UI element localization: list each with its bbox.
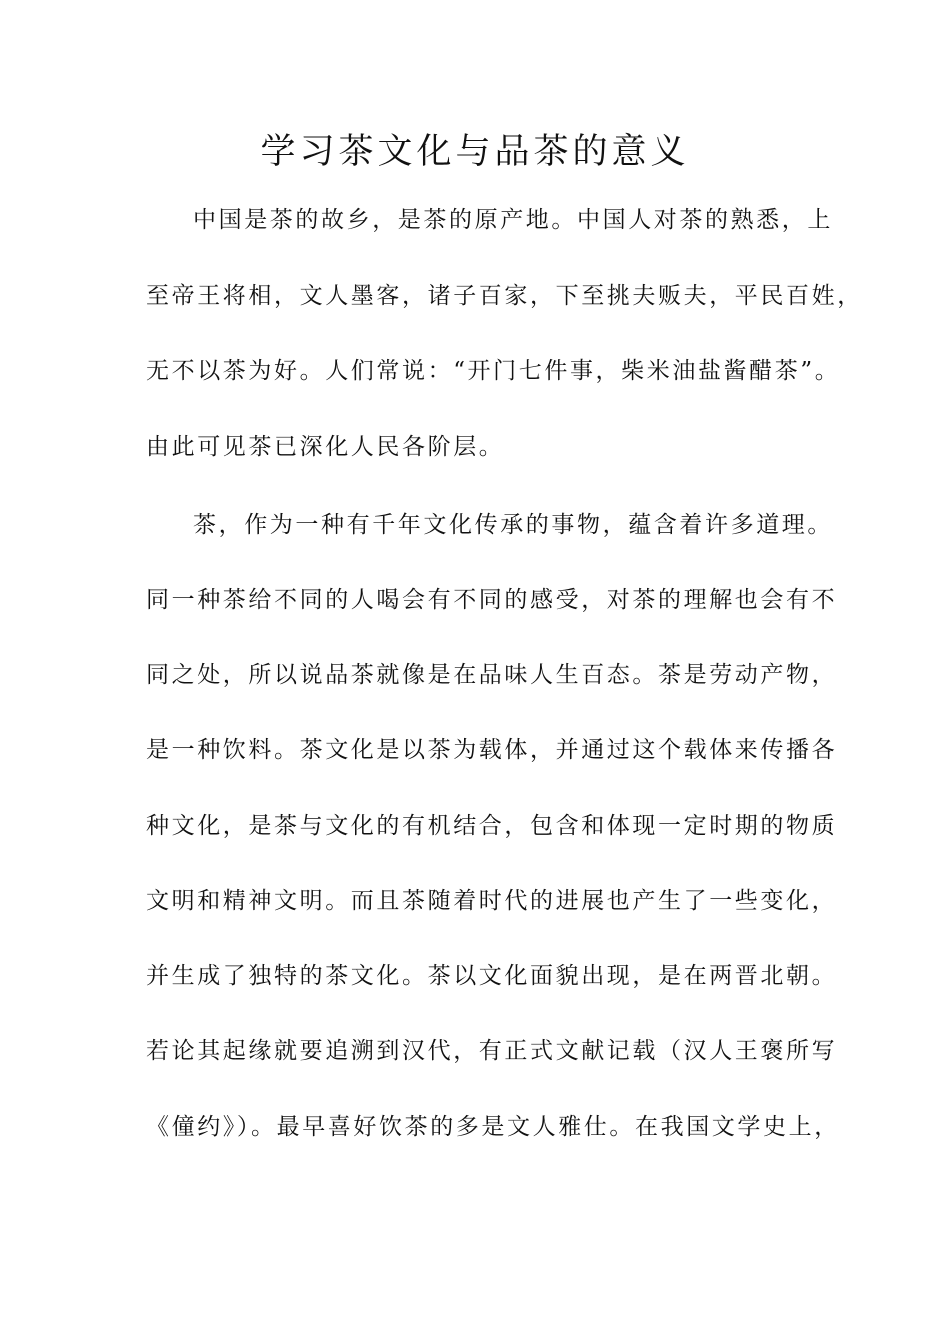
- paragraph-line: 种文化，是茶与文化的有机结合，包含和体现一定时期的物质: [146, 813, 838, 839]
- paragraph-line: 中国是茶的故乡，是茶的原产地。中国人对茶的熟悉，上: [193, 207, 833, 233]
- paragraph-line: 同一种茶给不同的人喝会有不同的感受，对茶的理解也会有不: [146, 587, 838, 613]
- paragraph-line: 并生成了独特的茶文化。茶以文化面貌出现，是在两晋北朝。: [146, 963, 838, 989]
- paragraph-line: 是一种饮料。茶文化是以茶为载体，并通过这个载体来传播各: [146, 737, 838, 763]
- paragraph-line: 《僮约》）。最早喜好饮茶的多是文人雅仕。在我国文学史上，: [146, 1114, 840, 1140]
- paragraph-line: 无不以茶为好。人们常说：“开门七件事，柴米油盐酱醋茶”。: [146, 358, 841, 384]
- paragraph-line: 文明和精神文明。而且茶随着时代的进展也产生了一些变化，: [146, 888, 838, 914]
- paragraph-line: 若论其起缘就要追溯到汉代，有正式文献记载（汉人王褒所写: [146, 1038, 838, 1064]
- paragraph-line: 同之处，所以说品茶就像是在品味人生百态。茶是劳动产物，: [146, 662, 838, 688]
- paragraph-line: 茶，作为一种有千年文化传承的事物，蕴含着许多道理。: [193, 512, 833, 538]
- paragraph-line: 由此可见茶已深化人民各阶层。: [146, 434, 505, 460]
- document-title: 学习茶文化与品茶的意义: [260, 132, 690, 172]
- paragraph-line: 至帝王将相，文人墨客，诸子百家，下至挑夫贩夫，平民百姓，: [146, 283, 863, 309]
